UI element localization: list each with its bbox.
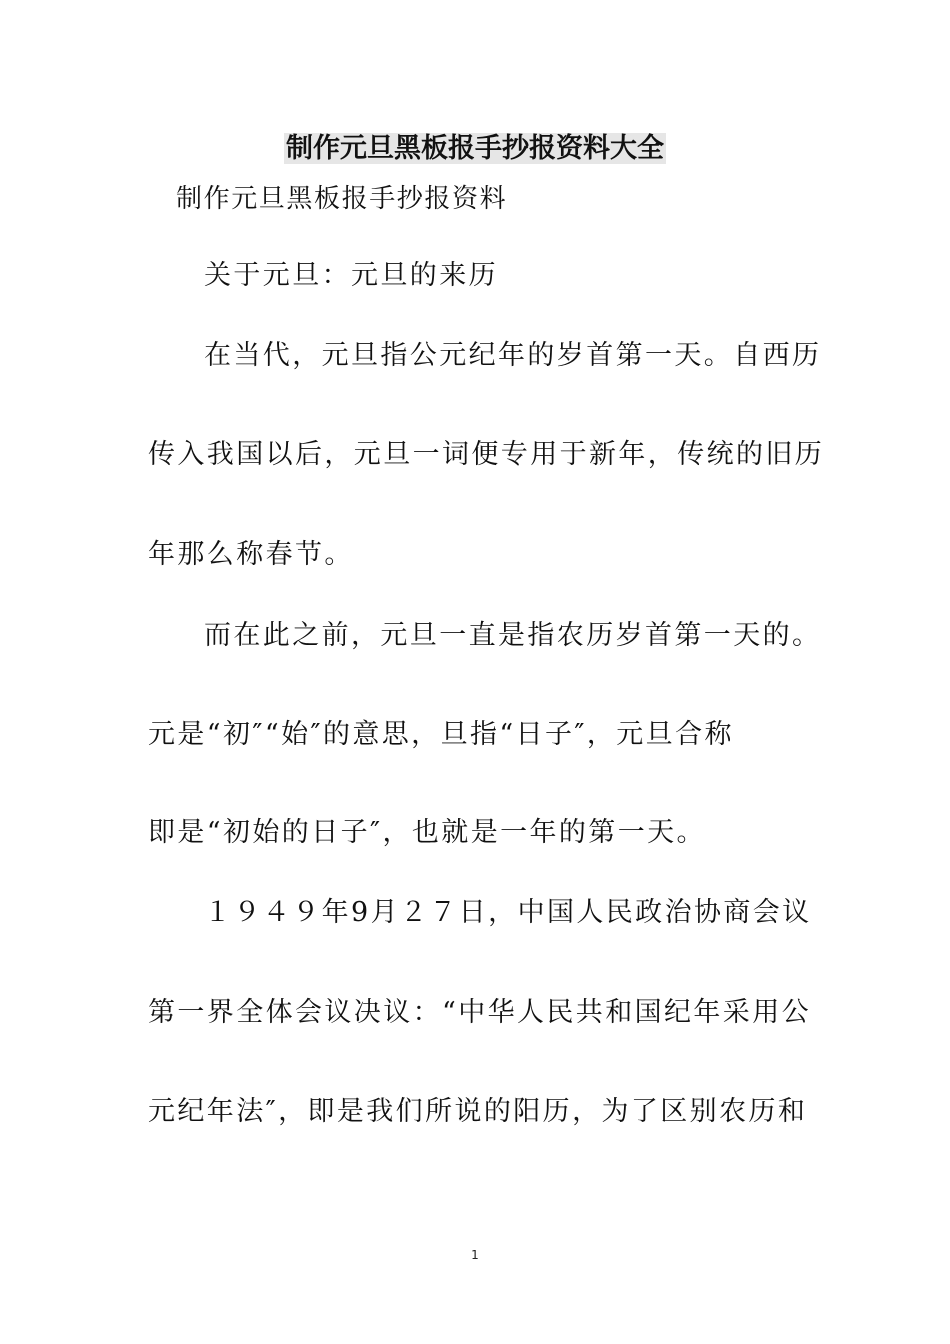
section-heading: 关于元旦：元旦的来历 (204, 260, 498, 291)
document-subtitle: 制作元旦黑板报手抄报资料 (176, 184, 508, 214)
paragraph-3-line-3: 元纪年法″，即是我们所说的阳历，为了区别农历和 (148, 1096, 808, 1127)
document-title-text: 制作元旦黑板报手抄报资料大全 (286, 133, 664, 164)
paragraph-2-line-2: 元是“初″“始″的意思，旦指“日子″，元旦合称 (148, 719, 734, 750)
paragraph-2-line-1: 而在此之前，元旦一直是指农历岁首第一天的。 (204, 620, 822, 651)
paragraph-3-line-2: 第一界全体会议决议：“中华人民共和国纪年采用公 (148, 997, 812, 1028)
paragraph-2-line-3: 即是“初始的日子″，也就是一年的第一天。 (148, 817, 706, 848)
document-title (0, 131, 950, 167)
paragraph-1-line-1: 在当代，元旦指公元纪年的岁首第一天。自西历 (204, 340, 822, 371)
paragraph-1-line-3: 年那么称春节。 (148, 539, 354, 570)
paragraph-1-line-2: 传入我国以后，元旦一词便专用于新年，传统的旧历 (148, 439, 825, 470)
paragraph-3-line-1: １９４９年9月２７日，中国人民政治协商会议 (204, 897, 812, 928)
page-number: 1 (471, 1248, 479, 1262)
